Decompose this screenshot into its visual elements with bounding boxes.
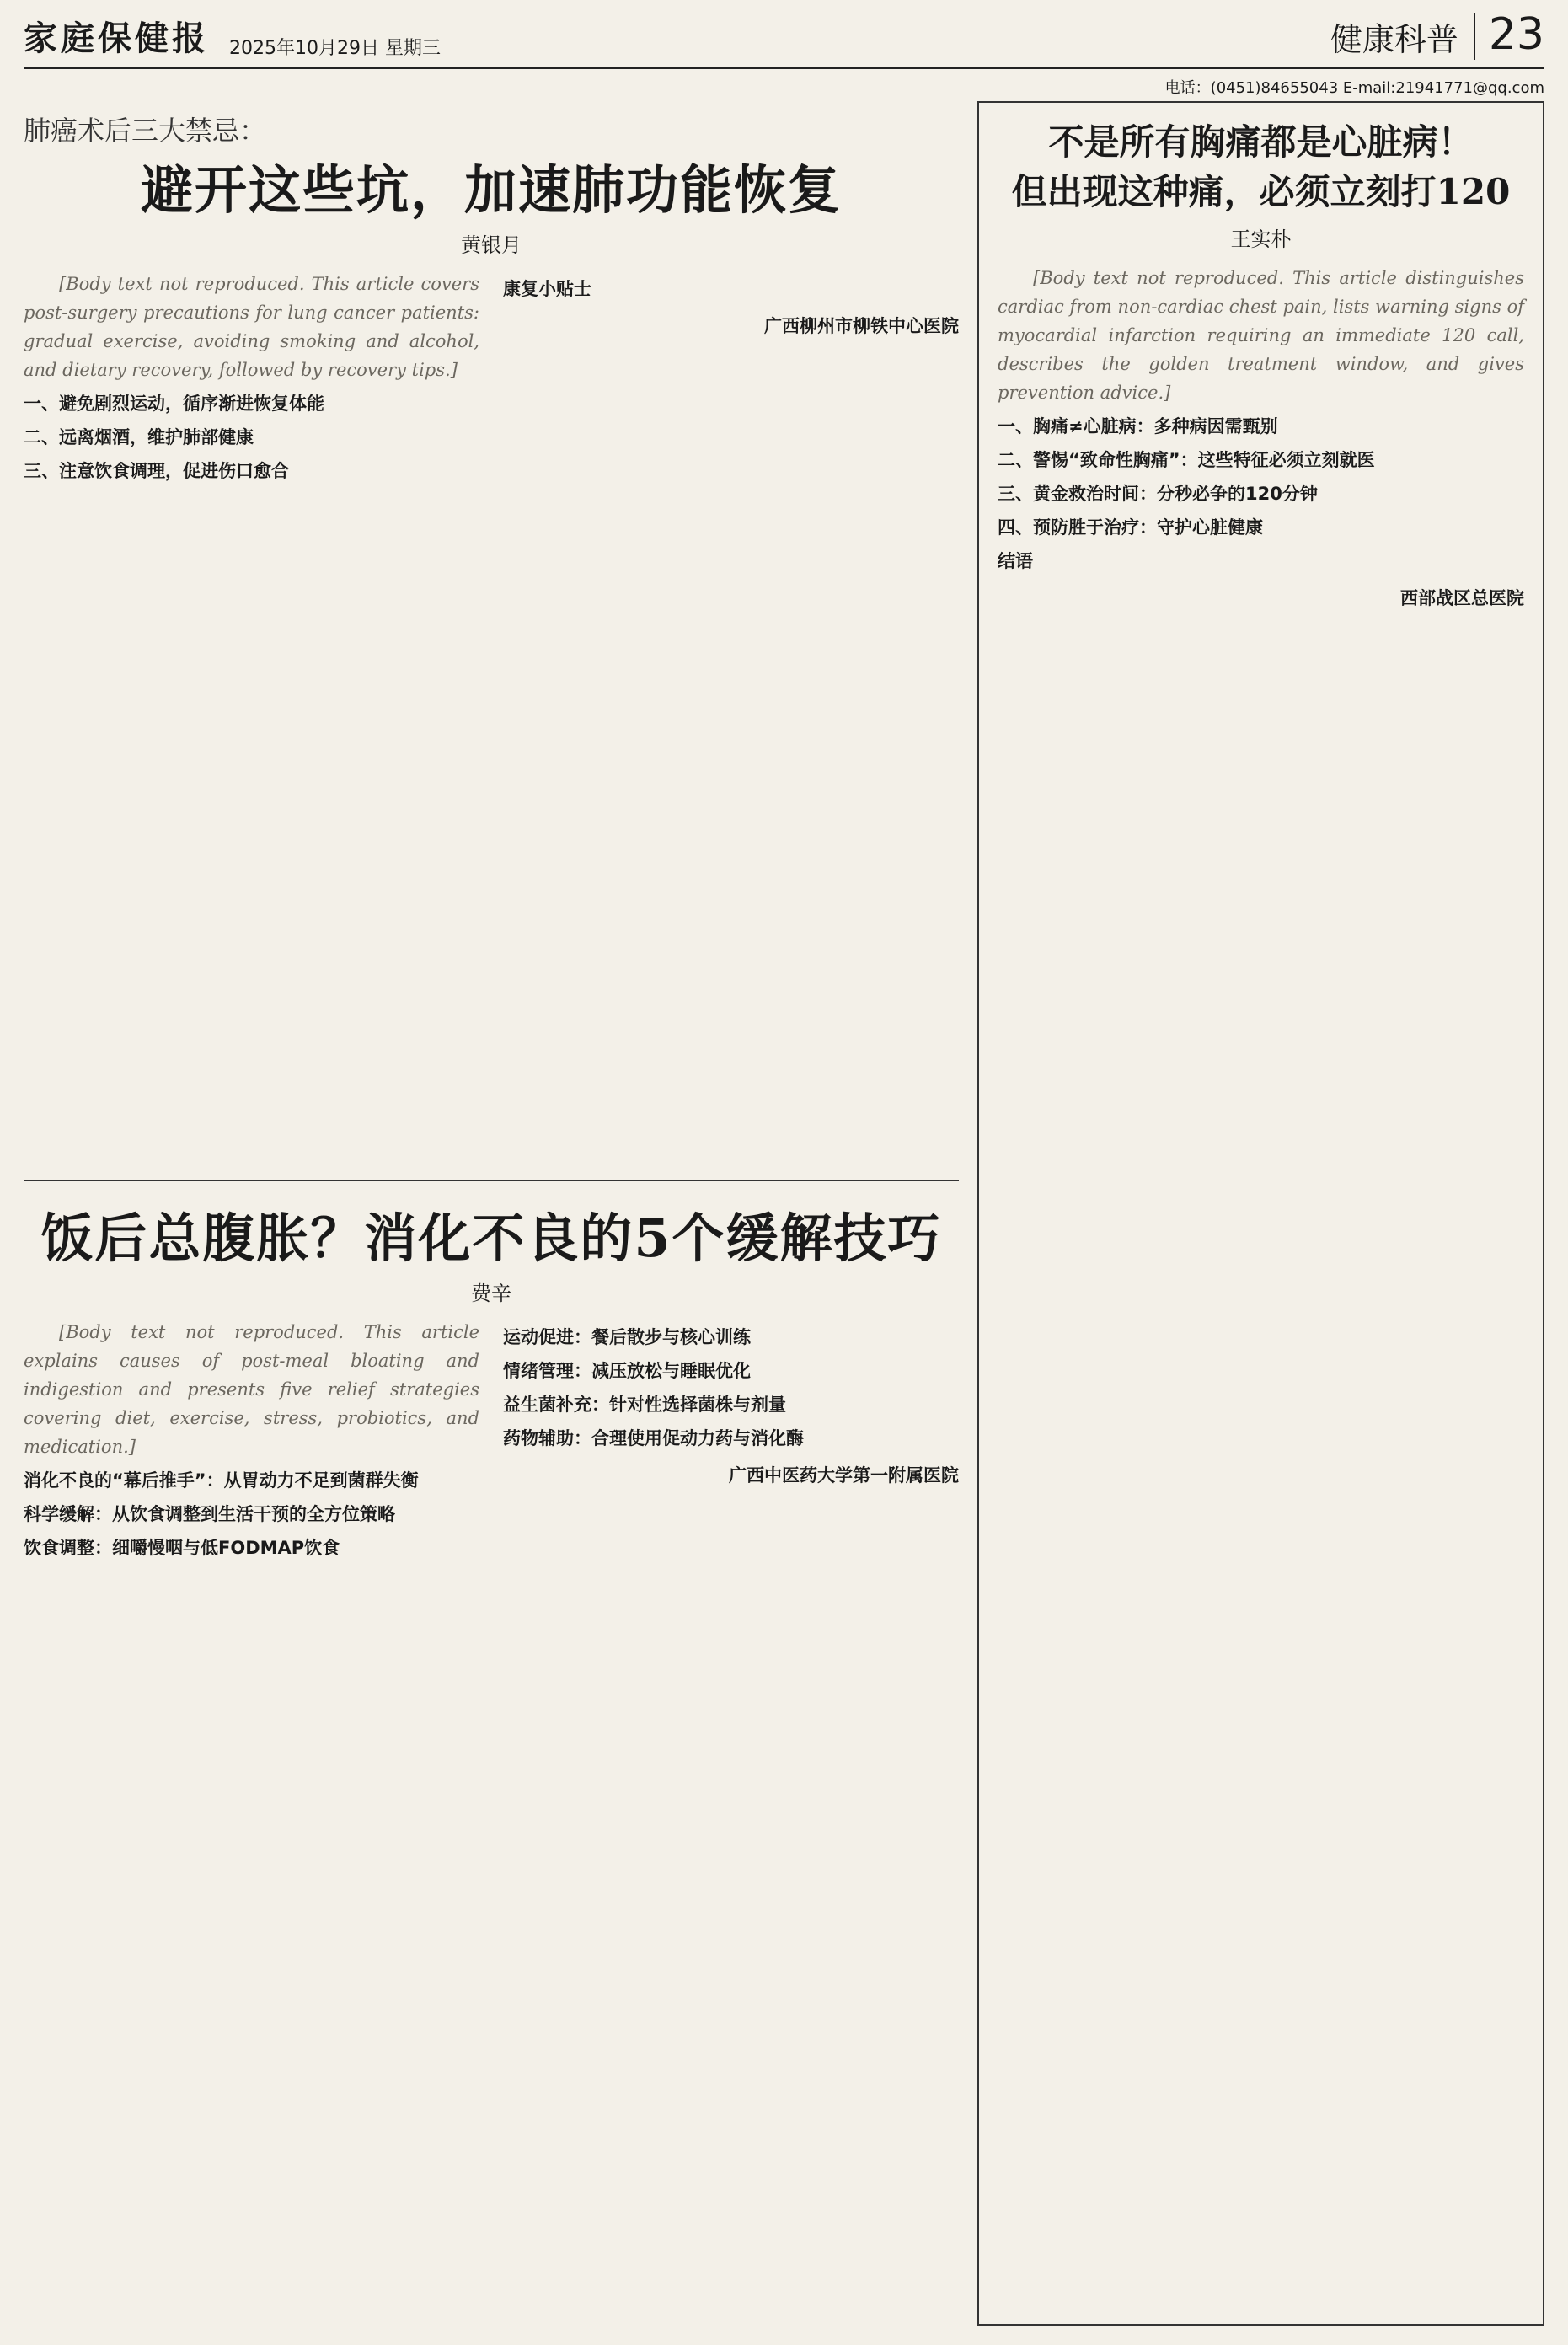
page-number: 23 [1488,9,1544,60]
article2-source: 广西中医药大学第一附属医院 [729,1465,959,1486]
article1-source: 广西柳州市柳铁中心医院 [764,316,959,337]
article2-subhead-2: 科学缓解：从饮食调整到生活干预的全方位策略 [24,1504,395,1525]
article-chest-pain [977,101,1544,2326]
article3-subhead-5: 结语 [998,550,1033,571]
article2-summary: [Body text not reproduced. This article explains causes of post-meal bloating and indigestion and presents five relief strategies covering diet, exercise, stress, probiotics, and medication.] [24,1322,479,1458]
article3-title-line2: 但出现这种痛，必须立刻打120 [1011,170,1511,212]
article3-subhead-2: 二、警惕“致命性胸痛”：这些特征必须立刻就医 [998,449,1375,470]
article2-subhead-4: 运动促进：餐后散步与核心训练 [503,1327,751,1347]
section-name: 健康科普 [1330,13,1475,60]
article3-summary: [Body text not reproduced. This article distinguishes cardiac from non-cardiac chest pain, lists warning signs of myocardial infarction requiring an immediate 120 call, describes the golden treatment window, and gives prevention advice.] [998,267,1524,403]
article2-subhead-5: 情绪管理：减压放松与睡眠优化 [503,1361,751,1382]
article1-subhead-1: 一、避免剧烈运动，循序渐进恢复体能 [24,394,324,415]
article2-subhead-6: 益生菌补充：针对性选择菌株与剂量 [503,1395,786,1416]
page-header [24,8,1544,69]
article2-subhead-7: 药物辅助：合理使用促动力药与消化酶 [503,1428,804,1449]
article3-subhead-3: 三、黄金救治时间：分秒必争的120分钟 [998,483,1318,504]
article1-author: 黄银月 [461,233,522,257]
article-lung-cancer [24,110,959,489]
article2-title: 饭后总腹胀？消化不良的5个缓解技巧 [40,1207,942,1269]
article3-subhead-4: 四、预防胜于治疗：守护心脏健康 [998,517,1263,538]
article1-subhead-4: 康复小贴士 [503,279,591,299]
article3-subhead-1: 一、胸痛≠心脏病：多种病因需甄别 [998,415,1278,436]
article-divider [24,1180,959,1181]
article-indigestion [24,1197,959,1566]
article1-subhead-2: 二、远离烟酒，维护肺部健康 [24,427,254,448]
article1-subhead-3: 三、注意饮食调理，促进伤口愈合 [24,461,289,482]
article3-author: 王实朴 [1230,227,1292,251]
contact-info: 电话：(0451)84655043 E-mail:21941771@qq.com [1164,79,1544,97]
article1-title: 避开这些坑，加速肺功能恢复 [140,159,842,221]
article2-subhead-3: 饮食调整：细嚼慢咽与低FODMAP饮食 [24,1538,340,1559]
article3-title-line1: 不是所有胸痛都是心脏病！ [1048,121,1474,163]
article1-summary: [Body text not reproduced. This article covers post-surgery precautions for lung cancer patients: gradual exercise, avoiding smoking and alcohol, and dietary recovery, followed by recovery tips.] [24,274,479,381]
issue-date: 2025年10月29日 星期三 [229,38,441,59]
article3-source: 西部战区总医院 [1400,587,1524,608]
article2-author: 费辛 [471,1282,511,1305]
article2-subhead-1: 消化不良的“幕后推手”：从胃动力不足到菌群失衡 [24,1470,419,1491]
article1-kicker: 肺癌术后三大禁忌： [24,115,267,147]
masthead: 家庭保健报 [24,19,209,58]
